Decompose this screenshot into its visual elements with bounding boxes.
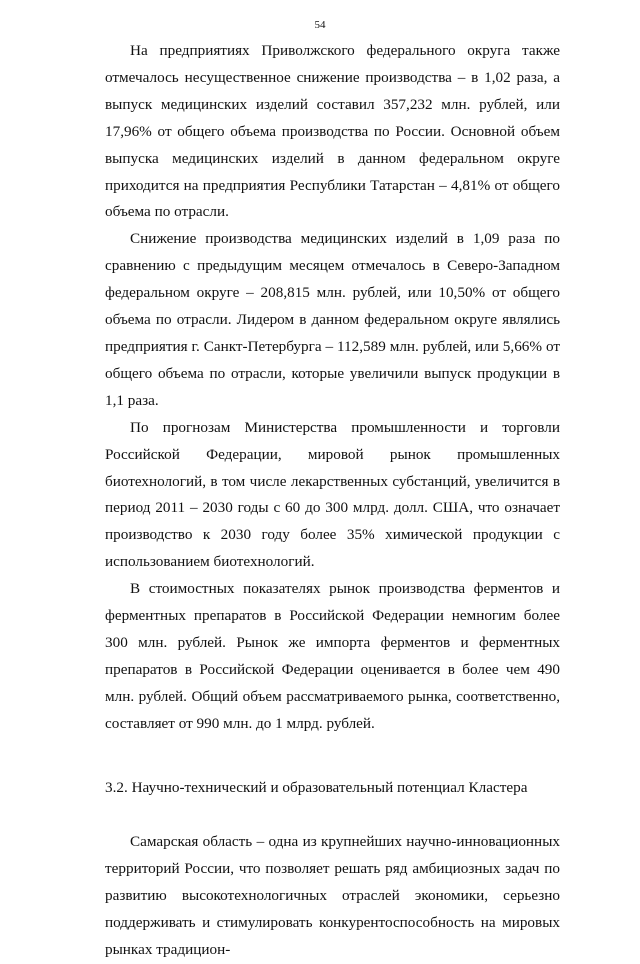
paragraph-enzyme-market: В стоимостных показателях рынок производства ферментов и ферментных препаратов в Российской Федерации немногим более 300 млн. рублей. Рынок же импорта ферментов и ферментных препаратов в Российской Федерации оценивается в более чем 490 млн. рублей. Общий объем рассматриваемого рынка, соответственно, составляет от 990 млн. до 1 млрд. рублей.	[105, 580, 560, 732]
page-number: 54	[314, 19, 326, 31]
paragraph-biotech-forecast: По прогнозам Министерства промышленности и торговли Российской Федерации, мировой рынок промышленных биотехнологий, в том числе лекарственных субстанций, увеличится в период 2011 – 2030 годы с 60 до 300 млрд. долл. США, что означает производство к 2030 году более 35% химической продукции с использованием биотехнологий.	[105, 418, 560, 571]
body-text	[105, 38, 560, 964]
paragraph-northwest-district: Снижение производства медицинских изделий в 1,09 раза по сравнению с предыдущим месяцем отмечалось в Северо-Западном федеральном округе – 208,815 млн. рублей, или 10,50% от общего объема по отрасли. Лидером в данном федеральном округе являлись предприятия г. Санкт-Петербурга – 112,589 млн. рублей, или 5,66% от общего объема по отрасли, которые увеличили выпуск продукции в 1,1 раза.	[105, 230, 560, 409]
paragraph-samara-region: Самарская область – одна из крупнейших научно-инновационных территорий России, что позволяет решать ряд амбициозных задач по развитию высокотехнологичных отраслей экономики, серьезно поддерживать и стимулировать конкурентоспособность на мировых рынках традицион-	[105, 833, 560, 959]
section-heading: 3.2. Научно-технический и образовательный потенциал Кластера	[105, 778, 528, 796]
paragraph-volga-district: На предприятиях Приволжского федерального округа также отмечалось несущественное снижение производства – в 1,02 раза, а выпуск медицинских изделий составил 357,232 млн. рублей, или 17,96% от общего объема производства по России. Основной объем выпуска медицинских изделий в данном федеральном округе приходится на предприятия Республики Татарстан – 4,81% от общего объема по отрасли.	[105, 42, 560, 221]
